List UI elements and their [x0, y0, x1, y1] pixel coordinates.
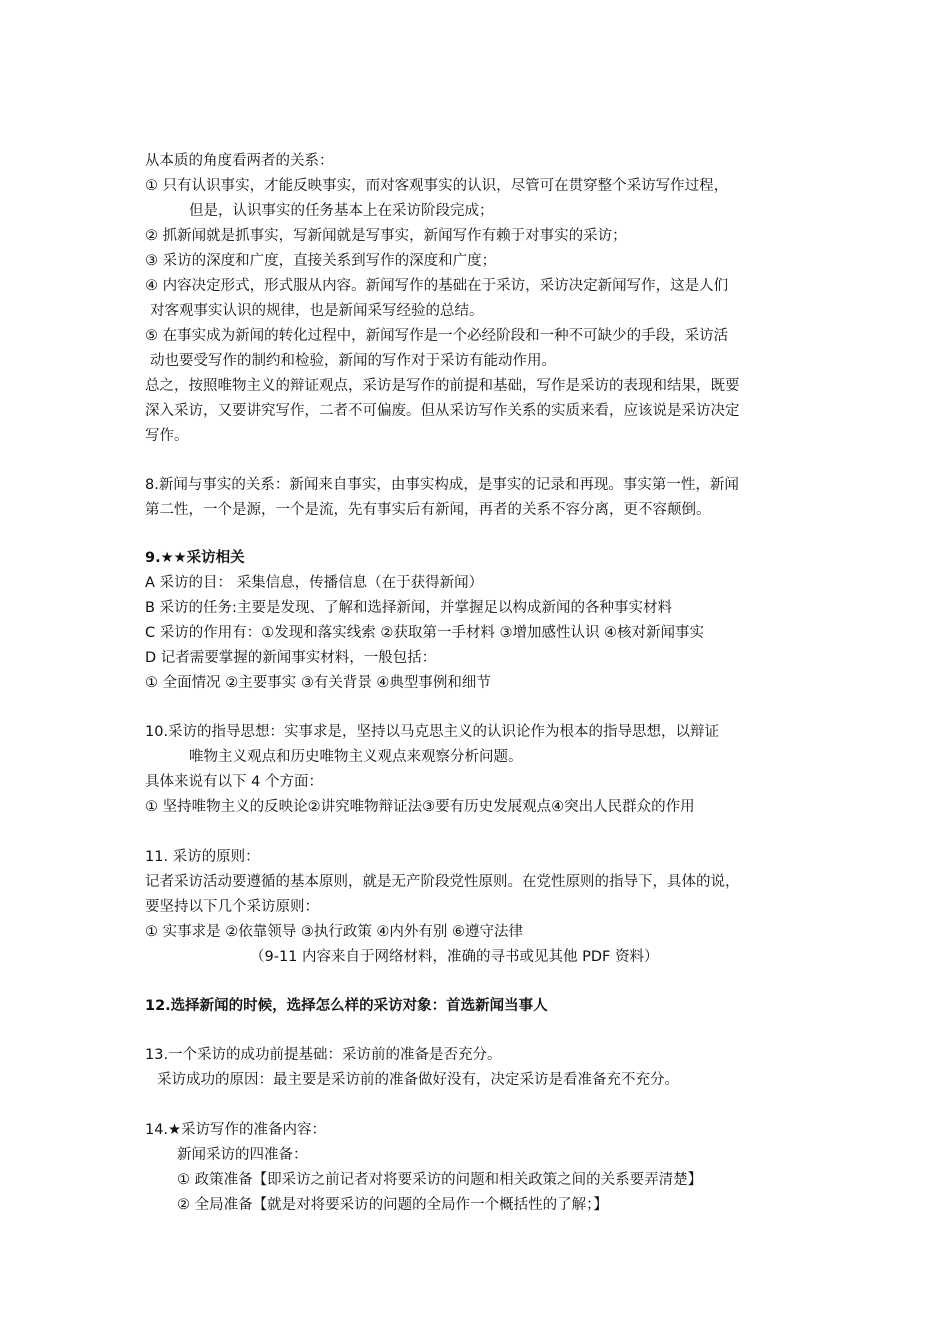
text-line: 写作。 [145, 428, 189, 444]
text-line: ② 抓新闻就是抓事实，写新闻就是写事实，新闻写作有赖于对事实的采访； [145, 228, 627, 244]
text-line: 唯物主义观点和历史唯物主义观点来观察分析问题。 [189, 749, 523, 765]
text-line: （9-11 内容来自于网络材料，准确的寻书或见其他 PDF 资料） [250, 949, 659, 965]
text-line: 记者采访活动要遵循的基本原则，就是无产阶段党性原则。在党性原则的指导下，具体的说， [145, 874, 740, 890]
text-line: 10.采访的指导思想：实事求是，坚持以马克思主义的认识论作为根本的指导思想，以辩证 [145, 724, 720, 740]
text-line: D 记者需要掌握的新闻事实材料，一般包括： [145, 650, 437, 666]
text-line: 13.一个采访的成功前提基础：采访前的准备是否充分。 [145, 1047, 502, 1063]
text-line: 总之，按照唯物主义的辩证观点，采访是写作的前提和基础，写作是采访的表现和结果，既要 [145, 378, 740, 394]
text-line: ② 全局准备【就是对将要采访的问题的全局作一个概括性的了解；】 [177, 1197, 608, 1213]
text-line: C 采访的作用有：①发现和落实线索 ②获取第一手材料 ③增加感性认识 ④核对新闻事实 [145, 625, 705, 641]
text-line: 对客观事实认识的规律，也是新闻采写经验的总结。 [150, 303, 484, 319]
text-line: 深入采访，又要讲究写作，二者不可偏废。但从采访写作关系的实质来看，应该说是采访决定 [145, 403, 740, 419]
text-line: 采访成功的原因：最主要是采访前的准备做好没有，决定采访是看准备充不充分。 [157, 1072, 679, 1088]
text-line: B 采访的任务:主要是发现、了解和选择新闻，并掌握足以构成新闻的各种事实材料 [145, 600, 672, 616]
text-line: 新闻采访的四准备： [177, 1147, 308, 1163]
text-line: ③ 采访的深度和广度，直接关系到写作的深度和广度； [145, 253, 497, 269]
text-line: 动也要受写作的制约和检验，新闻的写作对于采访有能动作用。 [150, 353, 556, 369]
text-line: ④ 内容决定形式，形式服从内容。新闻写作的基础在于采访，采访决定新闻写作，这是人们 [145, 278, 729, 294]
text-line: 8.新闻与事实的关系：新闻来自事实，由事实构成，是事实的记录和再现。事实第一性，新闻 [145, 477, 739, 493]
text-line: ① 政策准备【即采访之前记者对将要采访的问题和相关政策之间的关系要弄清楚】 [177, 1172, 703, 1188]
text-line: 11. 采访的原则： [145, 849, 260, 865]
text-line: 但是，认识事实的任务基本上在采访阶段完成； [189, 203, 494, 219]
text-line: 从本质的角度看两者的关系： [145, 153, 334, 169]
text-line: 第二性，一个是源，一个是流，先有事实后有新闻，再者的关系不容分离，更不容颠倒。 [145, 502, 711, 518]
text-line: ① 全面情况 ②主要事实 ③有关背景 ④典型事例和细节 [145, 675, 491, 691]
text-line: 具体来说有以下 4 个方面： [145, 774, 323, 790]
text-line: A 采访的目： 采集信息，传播信息（在于获得新闻） [145, 575, 484, 591]
text-line: ① 坚持唯物主义的反映论②讲究唯物辩证法③要有历史发展观点④突出人民群众的作用 [145, 799, 695, 815]
text-line: ① 实事求是 ②依靠领导 ③执行政策 ④内外有别 ⑥遵守法律 [145, 924, 524, 940]
text-line: ⑤ 在事实成为新闻的转化过程中，新闻写作是一个必经阶段和一种不可缺少的手段，采访活 [145, 328, 729, 344]
section-heading: 9.★★采访相关 [145, 550, 245, 566]
section-heading: 12.选择新闻的时候，选择怎么样的采访对象：首选新闻当事人 [145, 998, 548, 1014]
text-line: 要坚持以下几个采访原则： [145, 899, 319, 915]
text-line: ① 只有认识事实，才能反映事实，而对客观事实的认识，尽管可在贯穿整个采访写作过程， [145, 178, 729, 194]
section-heading: 14.★采访写作的准备内容： [145, 1122, 327, 1138]
